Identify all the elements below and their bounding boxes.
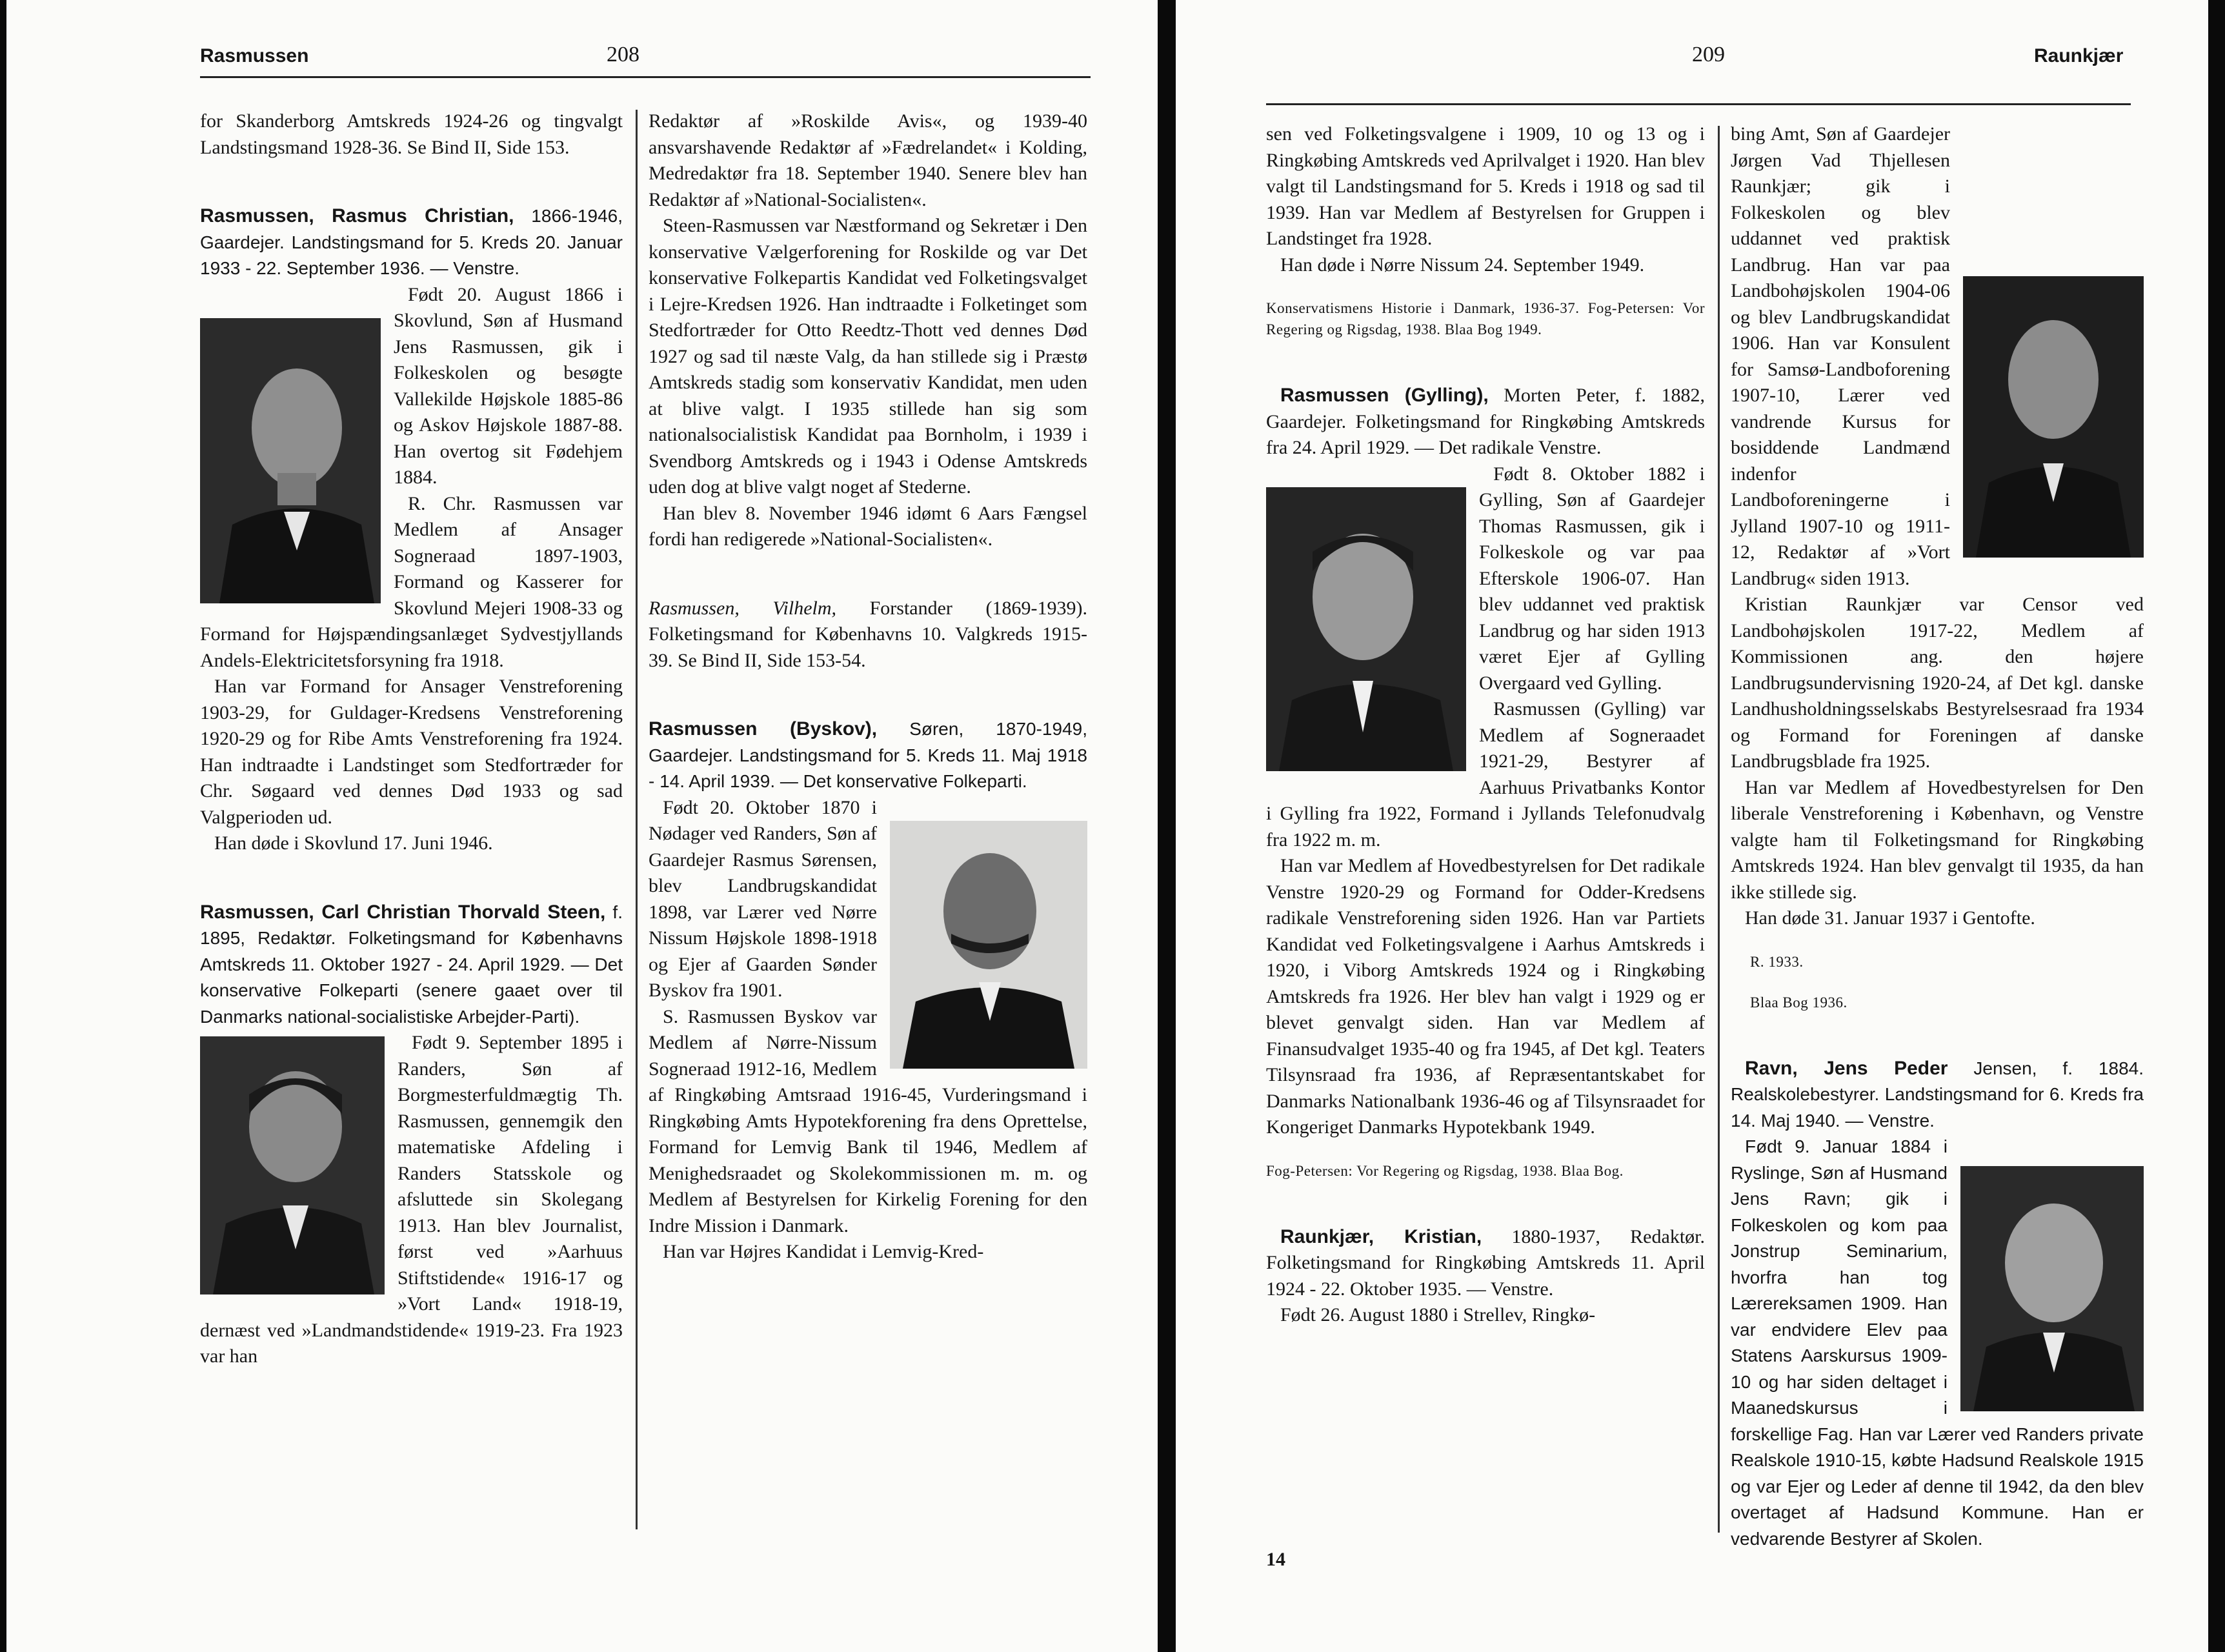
paragraph: S. Rasmussen Byskov var Medlem af Nørre-Nissum Sogneraad 1912-16, Medlem af Ringkøbing Amtsraad 1916-45, Vurderingsmand i Ringkøbing Amts Hypotekforening fra dens Oprettelse, Formand for Lemvig Bank til 1946, Medlem af Menighedsraadet og Skolekommissionen m. m. og Medlem af Bestyrelsen for Kirkelig Forening for den Indre Mission i Danmark. [649, 1005, 1087, 1236]
paragraph: Steen-Rasmussen var Næstformand og Sekretær i Den konservative Vælgerforening for Roskilde og var Det konservative Folkepartis Kandidat ved Folketingsvalget i Lejre-Kredsen 1926. Han indtraadte i Folketinget som Stedfortræder for Otto Reedtz-Thott ved dennes Død 1927 og sad til næste Valg, da han stillede sig i Præstø Amtskreds stadig som konservativ Kandidat, men uden at blive valgt. I 1935 stillede han sig som nationalsocialistisk Kandidat paa Bornholm, i 1939 i Svendborg Amtskreds og i 1943 i Odense Amtskreds uden dog at blive valgt noget af Stederne. [649, 215, 1087, 498]
entry-heading: Raunkjær, Kristian, 1880-1937, Redaktør. Folketingsmand for Ringkøbing Amtskreds 11. April 1924 - 22. Oktober 1935. — Venstre. [1266, 1225, 1705, 1300]
paragraph: Kristian Raunkjær var Censor ved Landbohøjskolen 1917-22, Medlem af Kommissionen ang. den højere Landbrugsundervisning 1920-24, af Det kgl. danske Landhusholdningsselskabs Bestyrelsesraad fra 1934 og Formand for Foreningen af danske Landbrugsblade fra 1925. [1731, 594, 2144, 772]
entry-name: Rasmussen, Carl Christian Thorvald Steen, [200, 901, 606, 923]
paragraph: Født 20. Oktober 1870 i Nødager ved Randers, Søn af Gaardejer Rasmus Sørensen, blev Landbrugskandidat 1898, var Lærer ved Nørre Nissum Højskole 1898-1918 og Ejer af Gaarden Sønder Byskov fra 1901. [649, 795, 1087, 1004]
entry-name: Raunkjær, Kristian, [1280, 1225, 1482, 1247]
paragraph: Han døde i Nørre Nissum 24. September 1949. [1280, 254, 1645, 276]
paragraph: Han blev 8. November 1946 idømt 6 Aars Fængsel fordi han redigerede »National-Socialisten«. [649, 502, 1087, 550]
entry-heading: Rasmussen, Carl Christian Thorvald Steen, f. 1895, Redaktør. Folketingsmand for Københavns Amtskreds 11. Oktober 1927 - 24. April 1929. — Det konservative Folkeparti (senere gaaet over til Danmarks national-socialistiske Arbejder-Parti). [200, 901, 623, 1027]
running-head: Rasmussen [200, 45, 309, 66]
entry-heading: Ravn, Jens Peder Jensen, f. 1884. Realskolebestyrer. Landstingsmand for 6. Kreds fra 14. Maj 1940. — Venstre. [1731, 1057, 2144, 1131]
sources: Blaa Bog 1936. [1750, 994, 1847, 1011]
page-number: 209 [1692, 43, 1725, 66]
sources: R. 1933. [1750, 953, 1804, 970]
entry-heading: Rasmussen, Vilhelm, Forstander (1869-1939). Folketingsmand for Københavns 10. Valgkreds 1915-39. Se Bind II, Side 153-54. [649, 597, 1087, 671]
header-rule [200, 76, 1091, 78]
paragraph: for Skanderborg Amtskreds 1924-26 og tingvalgt Landstingsmand 1928-36. Se Bind II, Side 153. [200, 110, 623, 158]
sources: Fog-Petersen: Vor Regering og Rigsdag, 1938. Blaa Bog. [1266, 1162, 1624, 1179]
paragraph: Han døde 31. Januar 1937 i Gentofte. [1745, 907, 2035, 929]
entry-heading: Rasmussen (Gylling), Morten Peter, f. 1882, Gaardejer. Folketingsmand for Ringkøbing Amtskreds fra 24. April 1929. — Det radikale Venstre. [1266, 385, 1705, 458]
paragraph: Han var Medlem af Hovedbestyrelsen for Det radikale Venstre 1920-29 og Formand for Odder-Kredsens radikale Venstreforening siden 1926. Han var Partiets Kandidat ved Folketingsvalgene i Aarhus Amtskreds i 1920, i Viborg Amtskreds 1924 og i Ringkøbing Amtskreds fra 1926. Her blev han valgt i 1929 og er blevet genvalgt siden. Han var Medlem af Finansudvalget 1935-40 og fra 1945, af Det kgl. Teaters Tilsynsraad fra 1936, af Repræsentantskabet for Danmarks Nationalbank 1936-46 og af Tilsynsraadet for Kongeriget Danmarks Hypotekbank 1949. [1266, 855, 1705, 1138]
portrait-rasmus-christian-rasmussen [200, 318, 381, 603]
column-rule [1718, 126, 1720, 1533]
paragraph: Han var Medlem af Hovedbestyrelsen for Den liberale Venstreforening i København, og Venstre valgte ham til Folketingsmand for Ringkøbing Amtskreds 1924. Han blev genvalgt til 1935, da han ikke stillede sig. [1731, 776, 2144, 903]
signature-mark: 14 [1266, 1549, 1285, 1570]
page-number: 208 [607, 43, 639, 66]
entry-name: Rasmussen (Gylling), [1280, 385, 1489, 406]
portrait-jens-peder-ravn [1960, 1166, 2144, 1411]
paragraph: bing Amt, Søn af Gaardejer Jørgen Vad Thjellesen Raunkjær; gik i Folkeskolen og blev uddannet ved praktisk Landbrug. Han var paa Landbohøjskolen 1904-06 og blev Landbrugskandidat 1906. Han var Konsulent for Samsø-Landboforening 1907-10, Lærer ved vandrende Kursus for bosiddende Landmænd indenfor Landboforeningerne i Jylland 1907-10 og 1911-12, Redaktør af »Vort Landbrug« siden 1913. [1731, 121, 2144, 592]
column-rule [636, 110, 638, 1529]
paragraph: Født 26. August 1880 i Strellev, Ringkø- [1280, 1304, 1596, 1325]
paragraph: Født 9. September 1895 i Randers, Søn af Borgmesterfuldmægtig Th. Rasmussen, gennemgik den matematiske Afdeling i Randers Statsskole og afsluttede sin Skolegang 1913. Han blev Journalist, først ved »Aarhuus Stiftstidende« 1916-17 og »Vort Land« 1918-19, dernæst ved »Landmandstidende« 1919-23. Fra 1923 var han [200, 1032, 623, 1367]
paragraph: sen ved Folketingsvalgene i 1909, 10 og 13 og i Ringkøbing Amtskreds ved Aprilvalget i 1920. Han blev valgt til Landstingsmand for 5. Kreds i 1918 og sad til 1939. Han var Medlem af Bestyrelsen for Gruppen i Landstinget fra 1928. [1266, 123, 1705, 249]
portrait-kristian-raunkjaer [1963, 276, 2144, 558]
column-1 [200, 108, 623, 1370]
right-page [1176, 0, 2208, 1652]
paragraph: Født 8. Oktober 1882 i Gylling, Søn af Gaardejer Thomas Rasmussen, gik i Folkeskole og var paa Efterskole 1906-07. Han blev uddannet ved praktisk Landbrug og har siden 1913 været Ejer af Gylling Overgaard ved Gylling. [1266, 461, 1705, 697]
paragraph: Redaktør af »Roskilde Avis«, og 1939-40 ansvarshavende Redaktør af »Fædrelandet« i Kolding, Medredaktør fra 18. September 1940. Senere blev han Redaktør af »National-Socialisten«. [649, 110, 1087, 210]
entry-name: Rasmussen, Rasmus Christian, [200, 205, 514, 227]
entry-name: Rasmussen, Vilhelm, [649, 597, 837, 619]
entry-name: Ravn, Jens Peder [1745, 1057, 1948, 1079]
paragraph: Han var Formand for Ansager Venstreforening 1903-29, for Guldager-Kredsens Venstreforening 1920-29 og for Ribe Amts Venstreforening fra 1924. Han indtraadte i Landstinget som Stedfortræder for Chr. Søgaard ved dennes Død 1933 og sad Valgperioden ud. [200, 676, 623, 828]
running-head: Raunkjær [2034, 45, 2124, 66]
paragraph: Rasmussen (Gylling) var Medlem af Sogneraadet 1921-29, Bestyrer af Aarhuus Privatbanks Kontor i Gylling fra 1922, Formand i Jyllands Telefonudvalg fra 1922 m. m. [1266, 698, 1705, 851]
column-2 [1731, 121, 2144, 1552]
portrait-morten-peter-rasmussen-gylling [1266, 487, 1466, 771]
column-2 [649, 108, 1087, 1265]
entry-name: Rasmussen (Byskov), [649, 718, 878, 740]
header-rule [1266, 103, 2131, 105]
paragraph: Født 20. August 1866 i Skovlund, Søn af Husmand Jens Rasmussen, gik i Folkeskolen og besøgte Vallekilde Højskole 1885-86 og Askov Højskole 1887-88. Han overtog sit Fødehjem 1884. [200, 282, 623, 491]
entry-heading: Rasmussen (Byskov), Søren, 1870-1949, Gaardejer. Landstingsmand for 5. Kreds 11. Maj 1918 - 14. April 1939. — Det konservative Folkeparti. [649, 718, 1087, 791]
sources: Konservatismens Historie i Danmark, 1936-37. Fog-Petersen: Vor Regering og Rigsdag, 1938. Blaa Bog 1949. [1266, 300, 1705, 337]
column-1 [1266, 121, 1705, 1329]
portrait-soren-rasmussen-byskov [890, 821, 1087, 1069]
paragraph: Han døde i Skovlund 17. Juni 1946. [214, 832, 493, 854]
left-page [6, 0, 1158, 1652]
paragraph: Født 9. Januar 1884 i Ryslinge, Søn af Husmand Jens Ravn; gik i Folkeskolen og kom paa Jonstrup Seminarium, hvorfra han tog Lærereksamen 1909. Han var endvidere Elev paa Statens Aarskursus 1909-10 og har siden deltaget i Maanedskursus i forskellige Fag. Han var Lærer ved Randers private Realskole 1910-15, købte Hadsund Realskole 1915 og var Ejer og Leder af denne til 1942, da den blev overtaget af Hadsund Kommune. Han er vedvarende Bestyrer af Skolen. [1731, 1136, 2144, 1549]
portrait-steen-rasmussen [200, 1036, 385, 1294]
entry-heading: Rasmussen, Rasmus Christian, 1866-1946, Gaardejer. Landstingsmand for 5. Kreds 20. Januar 1933 - 22. September 1936. — Venstre. [200, 205, 623, 278]
paragraph: R. Chr. Rasmussen var Medlem af Ansager Sogneraad 1897-1903, Formand og Kasserer for Skovlund Mejeri 1908-33 og Formand for Højspændingsanlæget Sydvestjyllands Andels-Elektricitetsforsyning fra 1918. [200, 492, 623, 671]
paragraph: Han var Højres Kandidat i Lemvig-Kred- [663, 1241, 984, 1262]
